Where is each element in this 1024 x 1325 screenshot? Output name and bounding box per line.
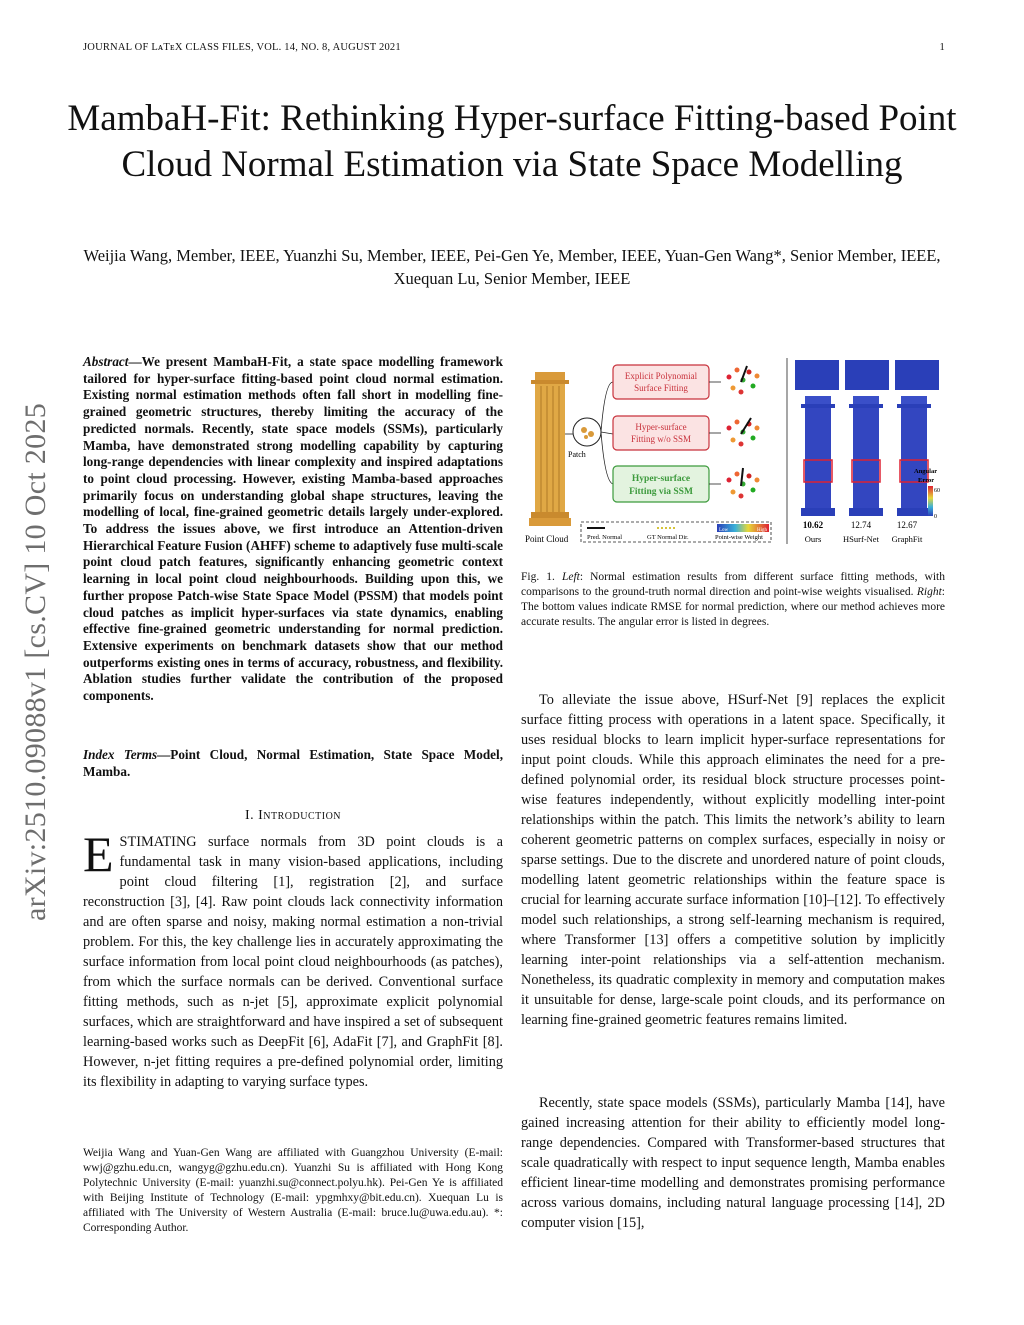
paper-title: MambaH-Fit: Rethinking Hyper-surface Fitting-based Point Cloud Normal Estimation via State Space Modelling	[67, 98, 957, 185]
rmse-hsurfnet: 12.74	[850, 520, 872, 530]
column-graphfit	[897, 396, 931, 516]
abstract-label: Abstract	[83, 354, 129, 369]
column-ours	[801, 396, 835, 516]
legend-high: High	[757, 528, 767, 533]
top-strip-2	[845, 360, 889, 390]
abstract-text: —We present MambaH-Fit, a state space modelling framework tailored for hyper-surface fitting-based point cloud normal estimation. Existing normal estimation methods often fall short in modelling fine-grained geometric structures, thereby limiting the accuracy of the predicted normals. Recently, state space models (SSMs), particularly Mamba, have demonstrated strong modelling capability by capturing long-range dependencies with linear complexity and inspired adaptations to point cloud processing. However, existing Mamba-based approaches primarily focus on understanding global shape structures, leaving the modelling of local, fine-grained geometric details largely under-explored. To address the issues above, we first introduce an Attention-driven Hierarchical Feature Fusion (AHFF) scheme to adaptively fuse multi-scale point cloud patch features, significantly enhancing geometric context learning in local point cloud neighbourhoods. Building upon this, we further propose Patch-wise State Space Model (PSSM) that models point cloud patches as implicit hyper-surfaces via state dynamics, enabling effective fine-grained geometric understanding for normal prediction. Extensive experiments on benchmark datasets show that our method outperforms existing ones in terms of accuracy, robustness, and flexibility. Ablation studies further validate the contribution of the proposed components.	[83, 354, 503, 704]
method-ours: Ours	[804, 534, 822, 544]
patch-result-1	[727, 366, 760, 395]
drop-cap: E	[83, 826, 114, 882]
colorbar-min: 0	[934, 514, 937, 520]
caption-right: Right	[916, 586, 942, 598]
box3-line1: Hyper-surface	[631, 474, 691, 484]
index-terms-label: Index Terms	[83, 747, 158, 762]
point-cloud-label: Point Cloud	[525, 534, 569, 544]
top-strip-3	[895, 360, 939, 390]
legend-pred: Pred. Normal	[587, 534, 623, 541]
arxiv-id: arXiv:2510.09088v1 [cs.CV] 10 Oct 2025	[19, 402, 52, 922]
author-list: Weijia Wang, Member, IEEE, Yuanzhi Su, Member, IEEE, Pei-Gen Ye, Member, IEEE, Yuan-Gen Wang*, Senior Member, IEEE, Xuequan Lu, Senior Member, IEEE	[83, 246, 941, 288]
legend-low: Low	[719, 528, 729, 533]
figure-1	[521, 352, 945, 552]
intro-first-word: STIMATING	[119, 834, 197, 850]
point-cloud-column-image	[529, 372, 571, 526]
angular-error-title-1: Angular	[914, 468, 938, 475]
box1-line2: Surface Fitting	[634, 383, 688, 393]
top-strip-1	[795, 360, 839, 390]
index-terms	[83, 747, 503, 780]
index-terms-text: —Point Cloud, Normal Estimation, State Space Model, Mamba.	[83, 747, 503, 779]
caption-left: Left	[561, 571, 580, 583]
caption-text-1: : Normal estimation results from different surface fitting methods, with comparisons to the ground-truth normal direction and point-wise weights visualised.	[521, 571, 945, 598]
box1-line1: Explicit Polynomial	[624, 371, 698, 381]
caption-text-2: : The bottom values indicate RMSE for normal prediction, where our method achieves more accurate results. The angular error is listed in degrees.	[521, 586, 945, 628]
running-header	[83, 42, 945, 53]
figure-caption	[521, 570, 945, 630]
page-number: 1	[939, 42, 945, 53]
angular-error-title-2: Error	[918, 477, 935, 484]
box2-line1: Hyper-surface	[635, 422, 687, 432]
box2-line2: Fitting w/o SSM	[630, 434, 692, 444]
body-paragraph-hsurfnet: To alleviate the issue above, HSurf-Net [9] replaces the explicit surface fitting process with operations in a latent space. Specifically, it uses residual blocks to learn implicit hyper-surface representations for input point clouds. While this approach eliminates the need for a pre-defined polynomial order, its residual block structure processes point-wise features independently, without explicitly modelling inter-point relationships within the patch. This limits the network’s ability to learn coherent geometric patterns on complex surfaces, especially in noisy or sparse settings. Due to the discrete and unordered nature of point clouds, modelling latent geometric relationships within the feature space is crucial for learning accurate surface information [10]–[12]. To effectively model such relationships, a strong self-learning mechanism is required, where Transformer [13] offers a competitive solution by implicitly learning inter-point relationships via a self-attention mechanism. Nonetheless, its quadratic complexity in memory and computation makes it unsuitable for dense, large-scale point clouds, and its performance on learning fine-grained geometric features remains limited.	[521, 692, 945, 1028]
intro-text: surface normals from 3D point clouds is a fundamental task in many vision-based applications, including point cloud filtering [1], registration [2], and surface reconstruction [3], [4]. Raw point clouds lack connectivity information and are often sparse and noisy, making normal estimation a non-trivial problem. For this, the key challenge lies in accurately approximating the surface information from local point cloud neighbourhoods (as patches), from which the surface normals can be derived. Conventional surface fitting methods, such as n-jet [5], approximate explicit polynomial surfaces, which are straightforward and have inspired a set of subsequent learning-based works such as DeepFit [6], AdaFit [7], and GraphFit [8]. However, n-jet fitting requires a pre-defined polynomial order, limiting its flexibility in adapting to varying surface types.	[83, 834, 503, 1090]
colorbar-max: 60	[934, 488, 940, 494]
column-hsurfnet	[849, 396, 883, 516]
abstract	[83, 354, 503, 705]
patch-result-3	[727, 468, 760, 499]
legend-gt: GT Normal Dir.	[647, 534, 689, 541]
box3-line2: Fitting via SSM	[629, 487, 693, 497]
journal-header: JOURNAL OF LᴀTᴇX CLASS FILES, VOL. 14, NO. 8, AUGUST 2021	[83, 42, 401, 53]
method-graphfit: GraphFit	[891, 534, 923, 544]
arxiv-stamp	[6, 372, 66, 952]
section-heading	[83, 808, 503, 824]
patch-circle	[573, 418, 601, 446]
section-title: Introduction	[258, 808, 342, 823]
rmse-ours: 10.62	[802, 520, 824, 530]
patch-result-2	[727, 418, 760, 447]
patch-label: Patch	[568, 450, 586, 459]
legend-weight: Point-wise Weight	[715, 534, 763, 541]
angular-error-colorbar	[928, 486, 933, 516]
affiliation-footnote: Weijia Wang and Yuan-Gen Wang are affiliated with Guangzhou University (E-mail: wwj@gzhu.edu.cn, wangyg@gzhu.edu.cn). Yuanzhi Su is affiliated with Hong Kong Polytechnic University (E-mail: yuanzhi.su@connect.polyu.hk). Pei-Gen Ye is affiliated with Beijing Institute of Technology (E-mail: ypgmhxy@bit.edu.cn). Xuequan Lu is affiliated with The University of Western Australia (E-mail: bruce.lu@uwa.edu.au). *: Corresponding Author.	[83, 1147, 503, 1234]
section-number: I.	[244, 808, 255, 823]
method-hsurfnet: HSurf-Net	[843, 534, 879, 544]
introduction-paragraph	[83, 826, 503, 1092]
rmse-graphfit: 12.67	[896, 520, 918, 530]
body-paragraph-mamba: Recently, state space models (SSMs), particularly Mamba [14], have gained increasing attention for their ability to efficiently model long-range dependencies. Compared with Transformer-based structures that scale quadratically with respect to input sequence length, Mamba enables efficient linear-time modelling and demonstrates promising performance across various domains, including natural language processing [14], 2D computer vision [15],	[521, 1095, 945, 1231]
figure-1-graphic	[521, 352, 945, 552]
caption-label: Fig. 1.	[521, 571, 555, 583]
